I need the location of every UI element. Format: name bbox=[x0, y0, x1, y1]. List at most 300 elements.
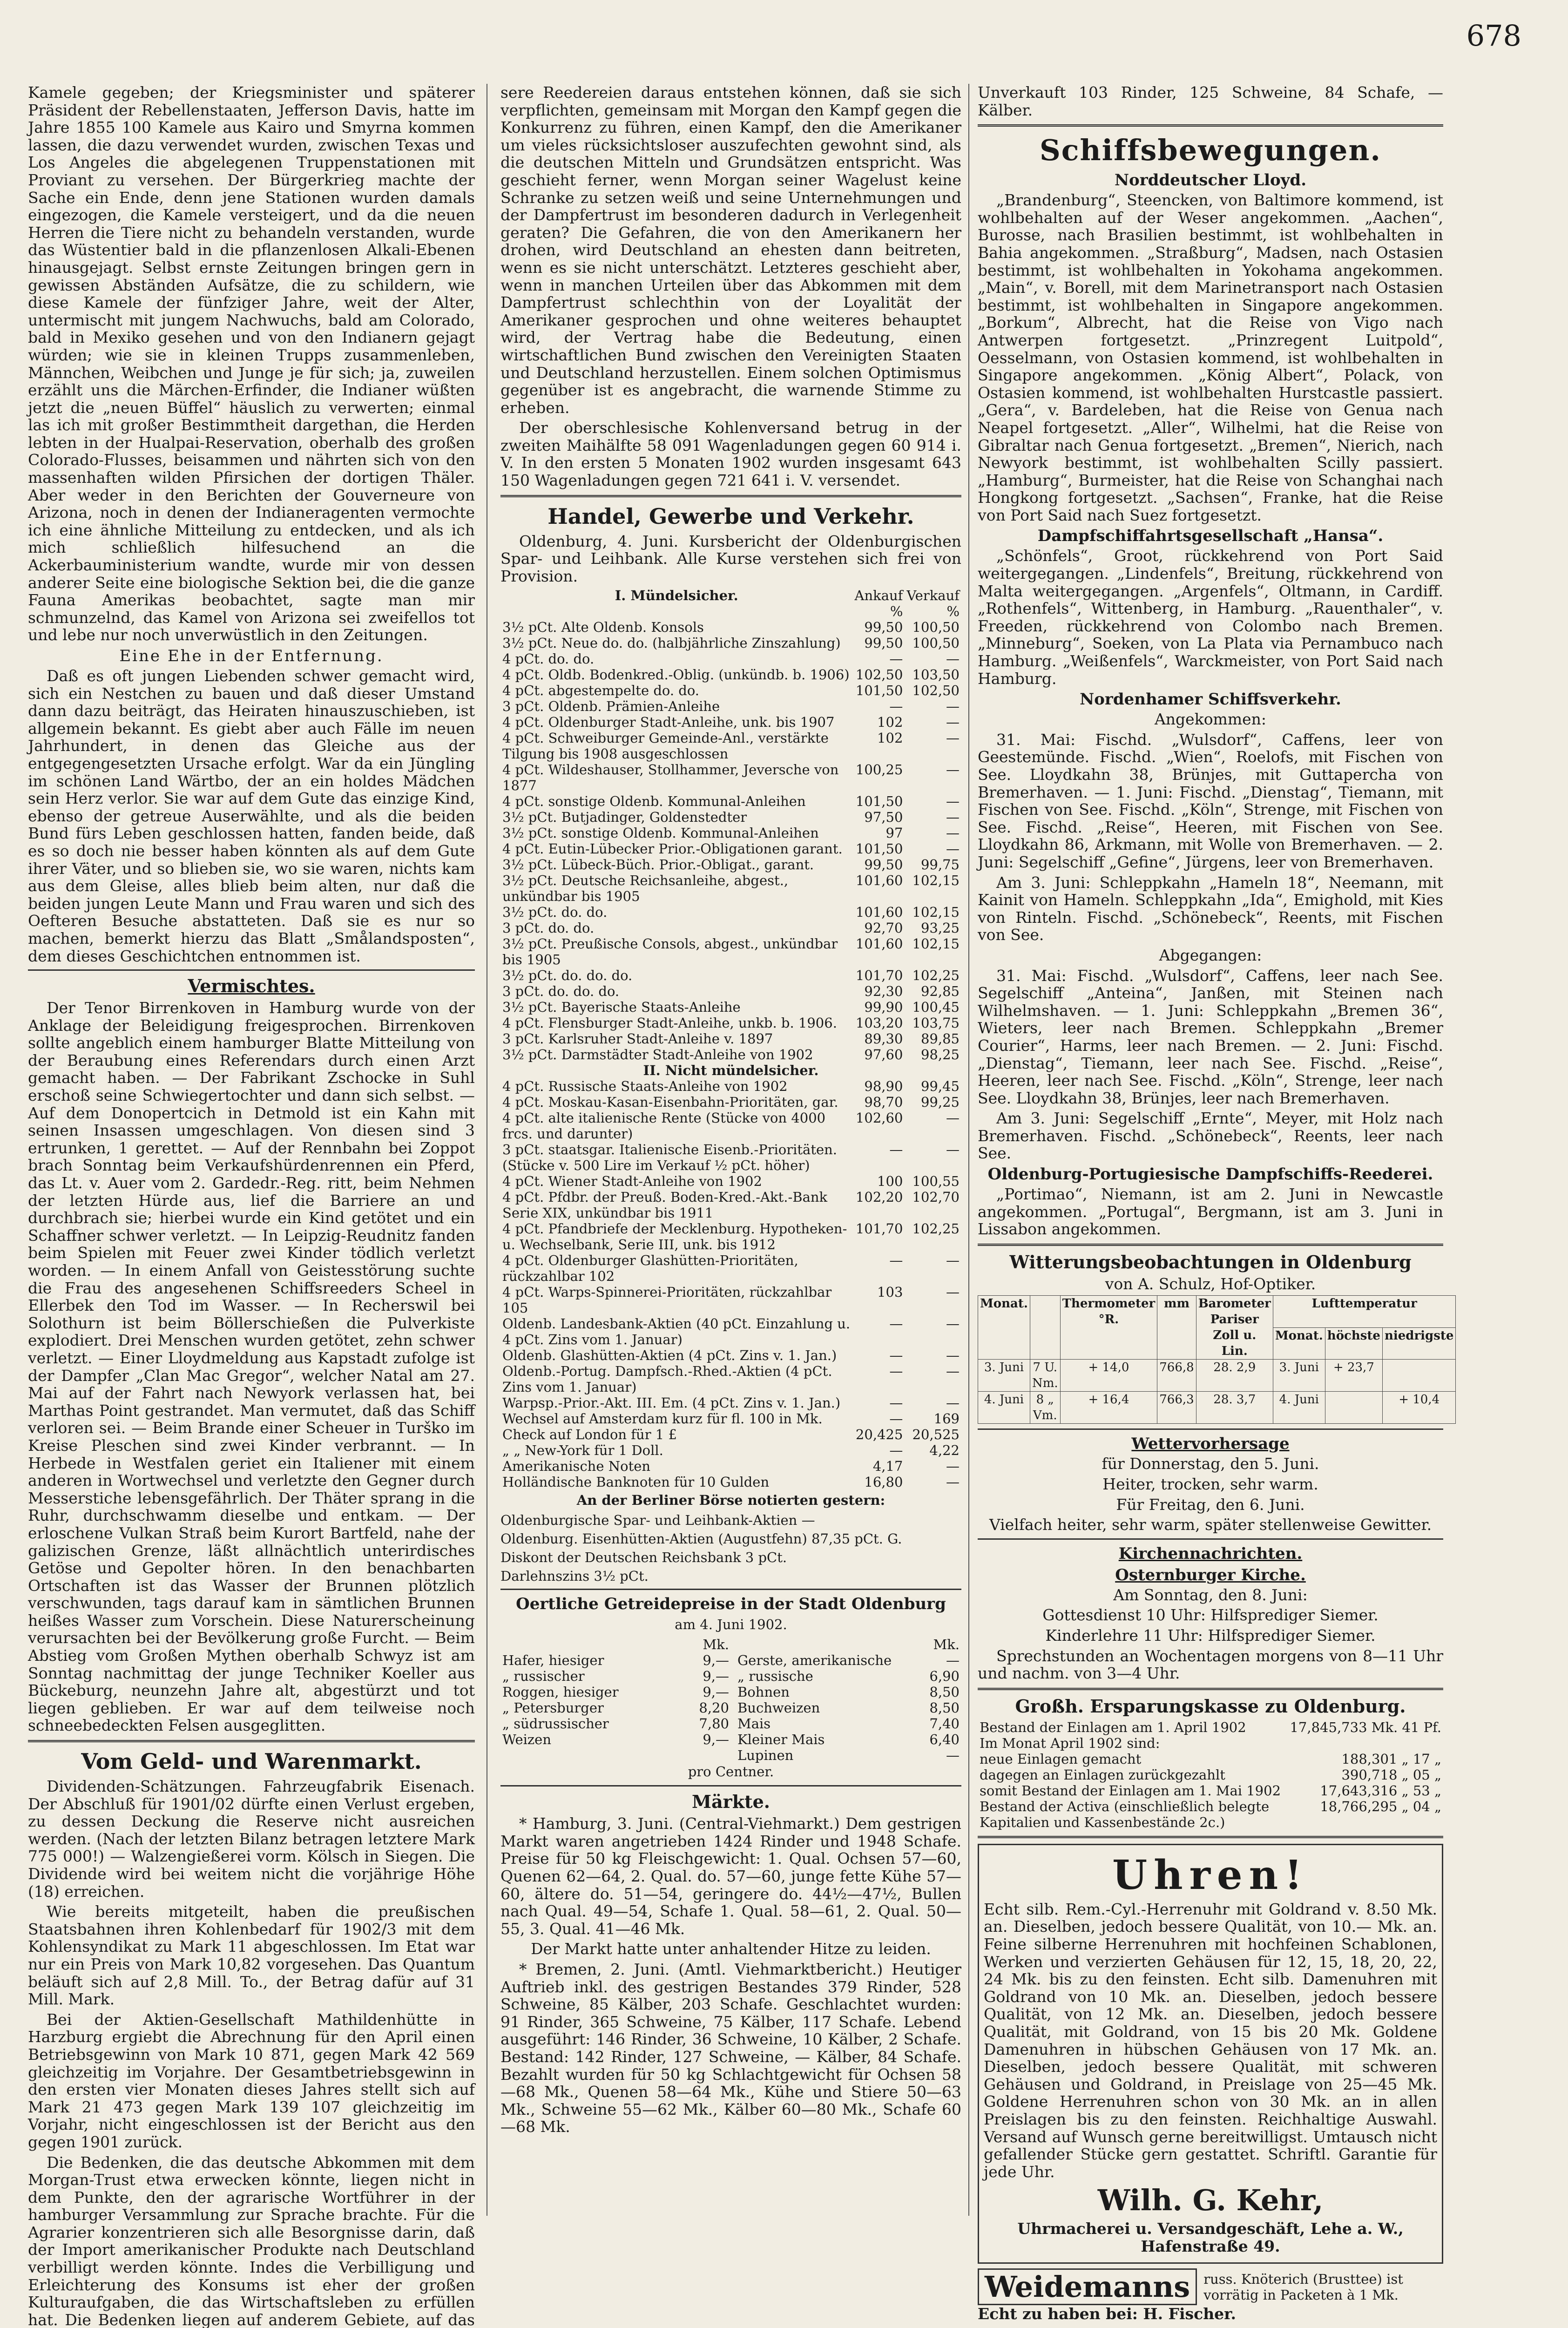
berlin-title: An der Berliner Börse notierten gestern: bbox=[500, 1492, 961, 1509]
kurs-name: 4 pCt. Flensburger Stadt-Anleihe, unkb. b. 1906. bbox=[500, 1015, 853, 1031]
unverkauft-text: Unverkauft 103 Rinder, 125 Schweine, 84 Schafe, — Kälber. bbox=[978, 84, 1443, 119]
getreide-unit: Mk. bbox=[922, 1637, 961, 1652]
getreide-price: 7,80 bbox=[680, 1716, 731, 1732]
kurs-verkauf: 99,75 bbox=[905, 857, 961, 873]
kurs-verkauf: 102,50 bbox=[905, 683, 961, 698]
abgeg-title: Abgegangen: bbox=[978, 947, 1443, 964]
kurs-row bbox=[500, 968, 961, 983]
kurs-row bbox=[500, 1047, 961, 1062]
kurs-verkauf: 103,50 bbox=[905, 667, 961, 683]
getreide-row bbox=[500, 1668, 731, 1684]
kurs-row bbox=[500, 1094, 961, 1110]
kurs-row bbox=[500, 1031, 961, 1047]
ehe-text: Daß es oft jungen Liebenden schwer gemacht wird, sich ein Nestchen zu bauen und daß dieser Umstand dann dazu beiträgt, das Heiraten hinauszuschieben, ist allgemein bekannt. Es giebt aber auch Fälle im neuen Jahrhundert, in denen das Gleiche aus der entgegengesetzten Ursache erfolgt. War da ein Jüngling im schönen Land Wärtbo, der an ein holdes Mädchen sein Herz verlor. Sie war auf dem Gute das einzige Kind, ebenso der getreue Auserwählte, und als die beiden Bund fürs Leben geschlossen hatten, fanden beide, daß es so doch nie besser haben könnten als auf dem Gute ihrer Väter, und so blieben sie, wo sie waren, nichts kam aus dem Gleise, alles blieb beim alten, nur daß die beiden jungen Leute Mann und Frau waren und sich des Oefteren Besuche abstatteten. Daß sie es nur so machen, bemerkt hierzu das Blatt „Smålandsposten“, dem dieses Geschichtchen entnommen ist. bbox=[28, 667, 475, 965]
kurs-row bbox=[500, 1442, 961, 1458]
spar-row bbox=[978, 1751, 1443, 1767]
kurs-row bbox=[500, 1015, 961, 1031]
kehr-name: Wilh. G. Kehr, bbox=[984, 2183, 1437, 2217]
kurs-row bbox=[500, 762, 961, 793]
vorhersage-line: für Donnerstag, den 5. Juni. bbox=[978, 1455, 1443, 1473]
berlin-row: Oldenburgische Spar- und Leihbank-Aktien — bbox=[500, 1512, 961, 1528]
geld-text: Die Bedenken, die das deutsche Abkommen mit dem Morgan-Trust etwa erwecken könnte, liegen nicht in dem Punkte, den der agrarische Wortführer in der hamburger Versammlung zur Sprache brachte. Für die Agrarier konzentrieren sich alle Besorgnisse darin, daß der Import amerikanischer Produkte nach Deutschland verbilligt werden könnte. Indes die Verbilligung und Erleichterung des Konsums ist eher der großen Kulturaufgaben, die das Wirtschaftsleben zu erfüllen hat. Die Bedenken liegen auf anderem Gebiete, auf das bbox=[28, 2154, 475, 2328]
wetter-cell: 766,8 bbox=[1157, 1360, 1196, 1392]
getreide-foot: pro Centner. bbox=[500, 1763, 961, 1781]
kurs-ankauf: 102,20 bbox=[853, 1189, 905, 1221]
divider bbox=[978, 124, 1443, 127]
getreide-row bbox=[500, 1732, 731, 1747]
kurs-row bbox=[500, 983, 961, 999]
getreide-name: Kleiner Mais bbox=[736, 1732, 922, 1747]
kurs-name: 4 pCt. Pfandbriefe der Mecklenburg. Hypotheken- u. Wechselbank, Serie III, unk. bis 1912 bbox=[500, 1221, 853, 1252]
kurs-ankauf: 101,50 bbox=[853, 683, 905, 698]
kurs-ankauf: 102 bbox=[853, 730, 905, 762]
kurs-row bbox=[500, 999, 961, 1015]
geld-text: Dividenden-Schätzungen. Fahrzeugfabrik Eisenach. Der Abschluß für 1901/02 dürfte einen Verlust ergeben, zu dessen Deckung die Reserve nicht ausreichen werden. (Nach der letzten Bilanz betragen letztere Mark 775 000!) — Walzengießerei vorm. Kölsch in Siegen. Die Dividende wird bei weitem nicht die vorjährige Höhe (18) erreichen. bbox=[28, 1778, 475, 1900]
getreide-row bbox=[500, 1716, 731, 1732]
kurs-row bbox=[500, 1221, 961, 1252]
wetter-cell bbox=[1325, 1392, 1382, 1424]
wetter-cell: 7 U. Nm. bbox=[1030, 1360, 1060, 1392]
wetter-head: Monat. bbox=[1273, 1327, 1325, 1360]
spar-label: Bestand der Einlagen am 1. April 1902 bbox=[978, 1719, 1288, 1735]
kurs-ankauf: 102,60 bbox=[853, 1110, 905, 1142]
getreide-title: Oertliche Getreidepreise in der Stadt Oldenburg bbox=[500, 1595, 961, 1613]
kurs-ankauf: — bbox=[853, 1347, 905, 1363]
kurs-verkauf: — bbox=[905, 651, 961, 667]
kurs-ankauf: 97 bbox=[853, 825, 905, 841]
berlin-row: Diskont der Deutschen Reichsbank 3 pCt. bbox=[500, 1550, 961, 1565]
kurs-name: 3½ pCt. Neue do. do. (halbjährliche Zinszahlung) bbox=[500, 635, 853, 651]
kurs-name: Oldenb.-Portug. Dampfsch.-Rhed.-Aktien (4 pCt. Zins vom 1. Januar) bbox=[500, 1363, 853, 1395]
kurs-ankauf: — bbox=[853, 1252, 905, 1284]
kurs-row bbox=[500, 920, 961, 936]
portug-text: „Portimao“, Niemann, ist am 2. Juni in Newcastle angekommen. „Portugal“, Bergmann, ist am 3. Juni in Lissabon angekommen. bbox=[978, 1185, 1443, 1238]
kurs-name: 4 pCt. Schweiburger Gemeinde-Anl., verstärkte Tilgung bis 1908 ausgeschlossen bbox=[500, 730, 853, 762]
weidemanns-advert bbox=[978, 2268, 1443, 2323]
kurs-ankauf: 98,90 bbox=[853, 1078, 905, 1094]
divider bbox=[500, 1785, 961, 1787]
kurs-row bbox=[500, 1395, 961, 1411]
spar-value: 18,766,295 „ 04 „ bbox=[1288, 1799, 1443, 1830]
getreide-name: Gerste, amerikanische bbox=[736, 1652, 922, 1668]
kurs-row bbox=[500, 1411, 961, 1427]
uhren-advert bbox=[978, 1844, 1443, 2264]
wetter-cell: + 16,4 bbox=[1060, 1392, 1157, 1424]
kurs-verkauf: — bbox=[905, 730, 961, 762]
spar-row bbox=[978, 1719, 1443, 1735]
kurs-verkauf: 99,25 bbox=[905, 1094, 961, 1110]
kurs-verkauf: — bbox=[905, 1474, 961, 1490]
kurs-ankauf: — bbox=[853, 1395, 905, 1411]
kurs-row bbox=[500, 698, 961, 714]
kurs-verkauf: — bbox=[905, 1347, 961, 1363]
kurs-verkauf: 103,75 bbox=[905, 1015, 961, 1031]
getreide-name: Hafer, hiesiger bbox=[500, 1652, 680, 1668]
kurs-name: 4 pCt. Eutin-Lübecker Prior.-Obligationen garant. bbox=[500, 841, 853, 857]
kurs-verkauf: — bbox=[905, 1110, 961, 1142]
weidemanns-name: Weidemanns bbox=[978, 2268, 1197, 2305]
kurs-verkauf: — bbox=[905, 1363, 961, 1395]
kurs-ankauf: — bbox=[853, 1316, 905, 1347]
nordenham-title: Nordenhamer Schiffsverkehr. bbox=[978, 690, 1443, 709]
kurs-name: 4 pCt. Moskau-Kasan-Eisenbahn-Prioritäten, gar. bbox=[500, 1094, 853, 1110]
getreide-price: — bbox=[922, 1652, 961, 1668]
kurs-name: 3 pCt. do. do. bbox=[500, 920, 853, 936]
kirchen-title: Kirchennachrichten. bbox=[978, 1544, 1443, 1563]
schiff-title: Schiffsbewegungen. bbox=[978, 133, 1443, 167]
divider bbox=[978, 1538, 1443, 1540]
kurs-section-2: II. Nicht mündelsicher. bbox=[500, 1062, 961, 1078]
kurs-ankauf: 101,60 bbox=[853, 936, 905, 968]
kurs-row bbox=[500, 936, 961, 968]
column-2 bbox=[500, 84, 961, 2139]
maerkte-text: * Bremen, 2. Juni. (Amtl. Viehmarktbericht.) Heutiger Auftrieb inkl. des gestrigen Bestandes 379 Rinder, 528 Schweine, 85 Kälber, 203 Schafe. Geschlachtet wurden: 91 Rinder, 365 Schweine, 75 Kälber, 117 Schafe. Lebend ausgeführt: 146 Rinder, 36 Schweine, 10 Kälber, 2 Schafe. Bestand: 142 Rinder, 127 Schweine, — Kälber, 84 Schafe. Bezahlt wurden für 50 kg Schlachtgewicht für Ochsen 58—68 Mk., Quenen 58—64 Mk., Kühe und Stiere 50—63 Mk., Schweine 55—62 Mk., Kälber 60—80 Mk., Schafe 60—68 Mk. bbox=[500, 1961, 961, 2136]
kurs-verkauf: — bbox=[905, 1395, 961, 1411]
divider bbox=[978, 1688, 1443, 1690]
column-1 bbox=[28, 84, 475, 2328]
kurs-verkauf: — bbox=[905, 809, 961, 825]
getreide-name: „ Petersburger bbox=[500, 1700, 680, 1716]
kurs-rows-1 bbox=[500, 619, 961, 1062]
getreide-price: 6,90 bbox=[922, 1668, 961, 1684]
getreide-row bbox=[736, 1716, 961, 1732]
kurs-name: 3½ pCt. sonstige Oldenb. Kommunal-Anleihen bbox=[500, 825, 853, 841]
kurs-ankauf: 100 bbox=[853, 1173, 905, 1189]
kurs-verkauf: 89,85 bbox=[905, 1031, 961, 1047]
kurs-verkauf: — bbox=[905, 793, 961, 809]
getreide-price: 6,40 bbox=[922, 1732, 961, 1747]
kurs-row bbox=[500, 1363, 961, 1395]
kurs-name: „ „ New-York für 1 Doll. bbox=[500, 1442, 853, 1458]
kurs-verkauf: 92,85 bbox=[905, 983, 961, 999]
oster-title: Osternburger Kirche. bbox=[978, 1566, 1443, 1584]
kurs-ankauf: 101,60 bbox=[853, 904, 905, 920]
kurs-name: 3 pCt. Karlsruher Stadt-Anleihe v. 1897 bbox=[500, 1031, 853, 1047]
getreide-name: „ südrussischer bbox=[500, 1716, 680, 1732]
column-3 bbox=[978, 84, 1443, 2326]
kurs-verkauf: 98,25 bbox=[905, 1047, 961, 1062]
kirchen-line: Sprechstunden an Wochentagen morgens von 8—11 Uhr und nachm. von 3—4 Uhr. bbox=[978, 1647, 1443, 1682]
getreide-row bbox=[500, 1700, 731, 1716]
kurs-name: Amerikanische Noten bbox=[500, 1458, 853, 1474]
wetter-cell: 3. Juni bbox=[1273, 1360, 1325, 1392]
kurs-verkauf: 100,50 bbox=[905, 619, 961, 635]
spar-label: Bestand der Activa (einschließlich belegte Kapitalien und Kassenbestände 2c.) bbox=[978, 1799, 1288, 1830]
wetter-head: mm bbox=[1157, 1296, 1196, 1360]
kurs-row bbox=[500, 651, 961, 667]
abgeg-text: 31. Mai: Fischd. „Wulsdorf“, Caffens, leer nach See. Segelschiff „Anteina“, Janßen, mit Steinen nach Wilhelmshaven. — 1. Juni: Schleppkahn „Bremen 36“, Wieters, leer nach Bremen. Schleppkahn „Bremer Courier“, Harms, leer nach Bremen. — 2. Juni: Fischd. „Dienstag“, Tiemann, leer nach See. Fischd. „Reise“, Heeren, leer nach See. Fischd. „Köln“, Strenge, leer nach See. Lloydkahn 38, Brünjes, leer nach Bremerhaven. bbox=[978, 967, 1443, 1107]
getreide-price: 8,20 bbox=[680, 1700, 731, 1716]
kurs-row bbox=[500, 1173, 961, 1189]
kurs-name: 4 pCt. Wildeshauser, Stollhammer, Jeversche von 1877 bbox=[500, 762, 853, 793]
getreide-price: 9,— bbox=[680, 1732, 731, 1747]
kurs-name: Holländische Banknoten für 10 Gulden bbox=[500, 1474, 853, 1490]
wetter-sub: von A. Schulz, Hof-Optiker. bbox=[978, 1275, 1443, 1293]
kurs-name: 3½ pCt. Bayerische Staats-Anleihe bbox=[500, 999, 853, 1015]
divider bbox=[978, 1836, 1443, 1838]
wetter-head: Thermometer °R. bbox=[1060, 1296, 1157, 1360]
kurs-row bbox=[500, 1474, 961, 1490]
vorhersage-line: Heiter, trocken, sehr warm. bbox=[978, 1475, 1443, 1493]
kurs-ankauf: 97,50 bbox=[853, 809, 905, 825]
kurs-name: 3½ pCt. do. do. bbox=[500, 904, 853, 920]
wetter-cell: + 23,7 bbox=[1325, 1360, 1382, 1392]
kurs-ankauf: 99,90 bbox=[853, 999, 905, 1015]
getreide-row bbox=[736, 1668, 961, 1684]
divider bbox=[978, 1428, 1443, 1430]
maerkte-text: Der Markt hatte unter anhaltender Hitze zu leiden. bbox=[500, 1940, 961, 1958]
kurs-ankauf: 102 bbox=[853, 714, 905, 730]
kurs-ankauf: 16,80 bbox=[853, 1474, 905, 1490]
kurs-ankauf: 20,425 bbox=[853, 1427, 905, 1442]
lloyd-title: Norddeutscher Lloyd. bbox=[978, 171, 1443, 189]
kurs-row bbox=[500, 1110, 961, 1142]
getreide-row bbox=[500, 1684, 731, 1700]
kurs-verkauf: 99,45 bbox=[905, 1078, 961, 1094]
hansa-title: Dampfschiffahrtsgesellschaft „Hansa“. bbox=[978, 527, 1443, 545]
spar-value: 390,718 „ 05 „ bbox=[1288, 1767, 1443, 1783]
kurs-verkauf: 102,25 bbox=[905, 1221, 961, 1252]
kurs-name: 4 pCt. Oldenburger Stadt-Anleihe, unk. bis 1907 bbox=[500, 714, 853, 730]
kurs-name: 3 pCt. do. do. do. bbox=[500, 983, 853, 999]
getreide-price: 8,50 bbox=[922, 1700, 961, 1716]
spar-label: Im Monat April 1902 sind: bbox=[978, 1735, 1288, 1751]
kurs-verkauf: — bbox=[905, 1316, 961, 1347]
wetter-cell: 4. Juni bbox=[1273, 1392, 1325, 1424]
kurs-row bbox=[500, 841, 961, 857]
spar-value: 17,643,316 „ 53 „ bbox=[1288, 1783, 1443, 1799]
wetter-cell: + 14,0 bbox=[1060, 1360, 1157, 1392]
getreide-date: am 4. Juni 1902. bbox=[500, 1616, 961, 1634]
wetter-cell: 3. Juni bbox=[978, 1360, 1030, 1392]
kurs-name: 4 pCt. Russische Staats-Anleihe von 1902 bbox=[500, 1078, 853, 1094]
kurs-ankauf: 99,50 bbox=[853, 857, 905, 873]
vermischtes-title: Vermischtes. bbox=[28, 975, 475, 996]
kurs-name: 4 pCt. Wiener Stadt-Anleihe von 1902 bbox=[500, 1173, 853, 1189]
kurs-ankauf: — bbox=[853, 698, 905, 714]
kurs-verkauf: 102,15 bbox=[905, 873, 961, 904]
getreide-price: 9,— bbox=[680, 1668, 731, 1684]
kurs-ankauf: 102,50 bbox=[853, 667, 905, 683]
wetter-head: niedrigste bbox=[1382, 1327, 1455, 1360]
kurs-ankauf: 92,30 bbox=[853, 983, 905, 999]
kurs-row bbox=[500, 1427, 961, 1442]
kurs-ankauf: 100,25 bbox=[853, 762, 905, 793]
kurs-name: 3½ pCt. Lübeck-Büch. Prior.-Obligat., garant. bbox=[500, 857, 853, 873]
spar-title: Großh. Ersparungskasse zu Oldenburg. bbox=[978, 1696, 1443, 1717]
wetter-row bbox=[978, 1392, 1456, 1424]
kurs-section-1: I. Mündelsicher. bbox=[500, 588, 853, 603]
kurs-verkauf: 102,70 bbox=[905, 1189, 961, 1221]
wetter-head bbox=[1030, 1296, 1060, 1360]
getreide-name: Mais bbox=[736, 1716, 922, 1732]
kurs-verkauf: 102,15 bbox=[905, 904, 961, 920]
getreide-unit: Mk. bbox=[680, 1637, 731, 1652]
vermischtes-text: Der Tenor Birrenkoven in Hamburg wurde von der Anklage der Beleidigung freigesprochen. Birrenkoven sollte angeblich einem hamburger Blatte Mitteilung von der Beraubung eines Referendars durch einen Arzt gemacht haben. — Der Fabrikant Zschocke in Suhl erschoß seine Schwiegertochter und dann sich selbst. — Auf dem Donopertcich in Detmold ist ein Kahn mit seinen Insassen umgeschlagen. Von diesen sind 3 ertrunken, 1 gerettet. — Auf der Rennbahn bei Zoppot brach Sonntag beim Verkaufshürdenrennen ein Pferd, das Lt. v. Auer vom 2. Gardedr.-Reg. ritt, beim Nehmen der letzten Hürde aus, lief die Barriere an und durchbrach sie; hierbei wurde ein Kind getötet und ein Schaffner schwer verletzt. — In Leipzig-Reudnitz fanden beim Spielen mit Feuer zwei Kinder tödlich verletzt worden. — In einem Anfall von Geistesstörung suchte die Frau des angesehenen Schiffsreeders Scheel in Ellerbek den Tod im Wasser. — In Recherswil bei Solothurn ist beim Böllerschießen die Pulverkiste explodiert. Drei Menschen wurden getötet, zehn schwer verletzt. — Einer Lloydmeldung aus Kapstadt zufolge ist der Dampfer „Clan Mac Gregor“, welcher Natal am 27. Mai auf der Fahrt nach Newyork verlassen hat, bei Marthas Point gestrandet. Man vermutet, daß das Schiff verloren sei. — Beim Brande einer Scheuer in Turško im Kreise Pleschen sind zwei Kinder verbrannt. — In Herbede in Westfalen geriet ein Italiener mit einem anderen in Wortwechsel und verletzte den Gegner durch Messerstiche lebensgefährlich. Der Thäter sprang in die Ruhr, durchschwamm dieselbe und entkam. — Der erloschene Vulkan Straß beim Kurort Bartfeld, nahe der galizischen Grenze, läßt allnächtlich unterirdisches Getöse und Gepolter hören. In den benachbarten Ortschaften ist das Wasser der Brunnen plötzlich verschwunden, tags darauf kam in sämtlichen Brunnen heißes Wasser zum Vorschein. Diese Naturerscheinung verursachten bei der Bevölkerung große Furcht. — Beim Abstieg vom Großen Mythen oberhalb Schwyz ist am Sonntag nachmittag der junge Techniker Koeller aus Bückeburg, neunzehn Jahre alt, abgestürzt und tot liegen geblieben. Er war auf dem teilweise noch schneebedeckten Felsen ausgeglitten. bbox=[28, 999, 475, 1734]
kurs-name: 3 pCt. staatsgar. Italienische Eisenb.-Prioritäten. (Stücke v. 500 Lire im Verkauf ½ pCt. höher) bbox=[500, 1142, 853, 1173]
kurs-row bbox=[500, 714, 961, 730]
getreide-name: Bohnen bbox=[736, 1684, 922, 1700]
kurs-row bbox=[500, 857, 961, 873]
spar-row bbox=[978, 1799, 1443, 1830]
kurs-name: 3½ pCt. Alte Oldenb. Konsols bbox=[500, 619, 853, 635]
angek-title: Angekommen: bbox=[978, 711, 1443, 728]
kurs-row bbox=[500, 873, 961, 904]
kurs-ankauf: 4,17 bbox=[853, 1458, 905, 1474]
getreide-name: Lupinen bbox=[736, 1747, 922, 1763]
handel-title: Handel, Gewerbe und Verkehr. bbox=[500, 504, 961, 529]
kurs-name: Warpsp.-Prior.-Akt. III. Em. (4 pCt. Zins v. 1. Jan.) bbox=[500, 1395, 853, 1411]
vorhersage-line: Für Freitag, den 6. Juni. bbox=[978, 1496, 1443, 1514]
kurs-name: 4 pCt. sonstige Oldenb. Kommunal-Anleihen bbox=[500, 793, 853, 809]
kurs-verkauf: 93,25 bbox=[905, 920, 961, 936]
getreide-name: Buchweizen bbox=[736, 1700, 922, 1716]
kurs-name: 3½ pCt. Butjadinger, Goldenstedter bbox=[500, 809, 853, 825]
getreide-row bbox=[736, 1700, 961, 1716]
kurs-verkauf: — bbox=[905, 762, 961, 793]
kurs-row bbox=[500, 1458, 961, 1474]
getreide-table bbox=[500, 1637, 961, 1763]
kurs-verkauf: 100,50 bbox=[905, 635, 961, 651]
wetter-cell: 28. 3,7 bbox=[1196, 1392, 1273, 1424]
maerkte-title: Märkte. bbox=[500, 1791, 961, 1812]
kurs-row bbox=[500, 1347, 961, 1363]
wetter-table bbox=[978, 1295, 1456, 1424]
kurs-name: 4 pCt. Warps-Spinnerei-Prioritäten, rückzahlbar 105 bbox=[500, 1284, 853, 1316]
wetter-cell: 766,3 bbox=[1157, 1392, 1196, 1424]
kirchen-line: Kinderlehre 11 Uhr: Hilfsprediger Siemer. bbox=[978, 1627, 1443, 1644]
wetter-head: höchste bbox=[1325, 1327, 1382, 1360]
kehr-address: Uhrmacherei u. Versandgeschäft, Lehe a. W., Hafenstraße 49. bbox=[984, 2220, 1437, 2255]
kurs-verkauf: 102,25 bbox=[905, 968, 961, 983]
geld-title: Vom Geld- und Warenmarkt. bbox=[28, 1749, 475, 1774]
kurs-ankauf: 101,50 bbox=[853, 793, 905, 809]
kurs-row bbox=[500, 1252, 961, 1284]
kurs-name: 3½ pCt. Preußische Consols, abgest., unkündbar bis 1905 bbox=[500, 936, 853, 968]
kurs-row bbox=[500, 667, 961, 683]
wetter-cell: 8 „ Vm. bbox=[1030, 1392, 1060, 1424]
kurs-row bbox=[500, 1189, 961, 1221]
kurs-row bbox=[500, 683, 961, 698]
lloyd-text: „Brandenburg“, Steencken, von Baltimore kommend, ist wohlbehalten auf der Weser angekommen. „Aachen“, Burosse, nach Brasilien bestimmt, ist wohlbehalten in Bahia angekommen. „Straßburg“, Madsen, nach Ostasien bestimmt, ist wohlbehalten in Yokohama angekommen. „Main“, v. Borell, mit dem Marinetransport nach Ostasien bestimmt, ist wohlbehalten in Singapore angekommen. „Borkum“, Albrecht, hat die Reise von Vigo nach Antwerpen fortgesetzt. „Prinzregent Luitpold“, Oesselmann, von Ostasien kommend, ist wohlbehalten in Singapore angekommen. „König Albert“, Polack, von Ostasien kommend, ist wohlbehalten Hurstcastle passiert. „Gera“, v. Bardeleben, hat die Reise von Genua nach Neapel fortgesetzt. „Aller“, Wilhelmi, hat die Reise von Gibraltar nach Genua fortgesetzt. „Bremen“, Nierich, nach Newyork bestimmt, ist wohlbehalten Scilly passiert. „Hamburg“, Burmeister, hat die Reise von Schanghai nach Hongkong fortgesetzt. „Sachsen“, Franke, hat die Reise von Port Said nach Suez fortgesetzt. bbox=[978, 191, 1443, 524]
kurs-name: 3½ pCt. do. do. do. bbox=[500, 968, 853, 983]
wetter-cell bbox=[1382, 1360, 1455, 1392]
spar-label: somit Bestand der Einlagen am 1. Mai 1902 bbox=[978, 1783, 1288, 1799]
morgan-continued: sere Reedereien daraus entstehen können, daß sie sich verpflichten, gemeinsam mit Morgan den Kampf gegen die Konkurrenz zu führen, einen Kampf, den die Amerikaner um vieles rücksichtsloser auszufechten gewohnt sind, als die deutschen Mitteln und Grundsätzen entspricht. Was geschieht ferner, wenn Morgan seiner Wagelust keine Schranke zu setzen weiß und seine Unternehmungen und der Dampfertrust im besonderen dadurch in Verlegenheit geraten? Die Gefahren, die von den Amerikanern her drohen, wird Deutschland an ehesten dann beitreten, wenn es sie nicht unterschätzt. Letzteres geschieht aber, wenn in manchen Urteilen über das Abkommen mit dem Dampfertrust schlechthin von der Loyalität der Amerikaner gesprochen und ohne weiteres behauptet wird, der Vertrag habe die Bedeutung, einen wirtschaftlichen Bund zwischen den Vereinigten Staaten und Deutschland herzustellen. Einem solchen Optimismus gegenüber ist es angebracht, die warnende Stimme zu erheben. bbox=[500, 84, 961, 416]
kurs-verkauf: — bbox=[905, 714, 961, 730]
kurs-row bbox=[500, 904, 961, 920]
kurs-name: Oldenb. Glashütten-Aktien (4 pCt. Zins v. 1. Jan.) bbox=[500, 1347, 853, 1363]
divider bbox=[978, 1244, 1443, 1246]
getreide-row bbox=[736, 1732, 961, 1747]
weidemanns-text: russ. Knöterich (Brusttee) ist vorrätig in Packeten à 1 Mk. bbox=[1203, 2271, 1443, 2303]
kurs-row bbox=[500, 1142, 961, 1173]
spar-value: 17,845,733 Mk. 41 Pf. bbox=[1288, 1719, 1443, 1735]
kurs-ankauf: — bbox=[853, 651, 905, 667]
kurs-ankauf: — bbox=[853, 1142, 905, 1173]
kurs-name: 4 pCt. Oldenburger Glashütten-Prioritäten, rückzahlbar 102 bbox=[500, 1252, 853, 1284]
getreide-price: 9,— bbox=[680, 1652, 731, 1668]
kurs-ankauf: 101,70 bbox=[853, 1221, 905, 1252]
kurs-ankauf: — bbox=[853, 1442, 905, 1458]
kurs-unit: % bbox=[905, 603, 961, 619]
page-number: 678 bbox=[1467, 19, 1521, 53]
uhren-text: Echt silb. Rem.-Cyl.-Herrenuhr mit Goldrand v. 8.50 Mk. an. Dieselben, jedoch bessere Qualität, von 10.— Mk. an. Feine silberne Herrenuhren mit hochfeinen Schablonen, Werken und verzierten Gehäusen für 12, 15, 18, 20, 22, 24 Mk. bis zu den feinsten. Echt silb. Damenuhren mit Goldrand von 10 Mk. an. Dieselben, jedoch bessere Qualität, von 12 Mk. an. Dieselben, jedoch bessere Qualität, mit Goldrand, von 15 bis 20 Mk. Goldene Damenuhren in hübschen Gehäusen von 17 Mk. an. Dieselben, jedoch bessere Qualität, mit schweren Gehäusen und Goldrand, in Preislage von 25—45 Mk. Goldene Herrenuhren schon von 30 Mk. an in allen Preislagen bis zu den feinsten. Reichhaltige Auswahl. Versand auf Wunsch gerne bereitwilligst. Umtausch nicht gefallender Stücke gern gestattet. Schriftl. Garantie für jede Uhr. bbox=[984, 1901, 1437, 2181]
spar-value bbox=[1288, 1735, 1443, 1751]
kurs-ankauf: 98,70 bbox=[853, 1094, 905, 1110]
ehe-title: Eine Ehe in der Entfernung. bbox=[28, 647, 475, 665]
kurs-ankauf: 89,30 bbox=[853, 1031, 905, 1047]
getreide-row bbox=[736, 1747, 961, 1763]
spar-row bbox=[978, 1783, 1443, 1799]
kurs-verkauf: — bbox=[905, 1142, 961, 1173]
kurs-name: 4 pCt. Pfdbr. der Preuß. Boden-Kred.-Akt.-Bank Serie XIX, unkündbar bis 1911 bbox=[500, 1189, 853, 1221]
getreide-row bbox=[500, 1652, 731, 1668]
angek-text: 31. Mai: Fischd. „Wulsdorf“, Caffens, leer von Geestemünde. Fischd. „Wien“, Roelofs, mit Fischen von See. Lloydkahn 38, Brünjes, mit Guttapercha von Bremerhaven. — 1. Juni: Fischd. „Dienstag“, Tiemann, mit Fischen von See. Fischd. „Köln“, Strenge, mit Fischen von See. Fischd. „Reise“, Heeren, mit Fischen von See. Lloydkahn 86, Arkmann, mit Wolle von Bremerhaven. — 2. Juni: Segelschiff „Gefine“, Jürgens, leer von Bremerhaven. bbox=[978, 731, 1443, 871]
getreide-price: 9,— bbox=[680, 1684, 731, 1700]
getreide-price: 7,40 bbox=[922, 1716, 961, 1732]
kurs-verkauf: 4,22 bbox=[905, 1442, 961, 1458]
kurs-rows-2 bbox=[500, 1078, 961, 1490]
divider bbox=[28, 969, 475, 971]
kurs-ankauf: 101,70 bbox=[853, 968, 905, 983]
kurs-unit: % bbox=[853, 603, 905, 619]
column-divider bbox=[968, 84, 969, 2216]
wetter-row bbox=[978, 1360, 1456, 1392]
kirchen-line: Gottesdienst 10 Uhr: Hilfsprediger Siemer. bbox=[978, 1606, 1443, 1624]
kurs-name: 4 pCt. abgestempelte do. do. bbox=[500, 683, 853, 698]
vorhersage-title: Wettervorhersage bbox=[978, 1435, 1443, 1453]
kurs-ankauf: 101,60 bbox=[853, 873, 905, 904]
getreide-row bbox=[736, 1684, 961, 1700]
spar-row bbox=[978, 1767, 1443, 1783]
kurs-verkauf: — bbox=[905, 841, 961, 857]
kurs-verkauf: 169 bbox=[905, 1411, 961, 1427]
divider bbox=[28, 1740, 475, 1742]
kurs-ankauf: 103 bbox=[853, 1284, 905, 1316]
kurs-name: 4 pCt. alte italienische Rente (Stücke von 4000 frcs. und darunter) bbox=[500, 1110, 853, 1142]
wetter-rows bbox=[978, 1360, 1456, 1424]
kurs-name: 4 pCt. Oldb. Bodenkred.-Oblig. (unkündb. b. 1906) bbox=[500, 667, 853, 683]
spar-label: dagegen an Einlagen zurückgezahlt bbox=[978, 1767, 1288, 1783]
spar-table bbox=[978, 1719, 1443, 1830]
kurs-ankauf: 99,50 bbox=[853, 619, 905, 635]
kurs-row bbox=[500, 825, 961, 841]
kurs-name: 3½ pCt. Deutsche Reichsanleihe, abgest., unkündbar bis 1905 bbox=[500, 873, 853, 904]
geld-text: Wie bereits mitgeteilt, haben die preußischen Staatsbahnen ihren Kohlenbedarf für 1902/3 mit dem Kohlensyndikat zu Mark 11 abgeschlossen. Im Etat war nur ein Preis von Mark 10,82 vorgesehen. Das Quantum beläuft sich auf 2,8 Mill. To., der Betrag dafür auf 31 Mill. Mark. bbox=[28, 1903, 475, 2008]
kurs-verkauf: — bbox=[905, 698, 961, 714]
spar-value: 188,301 „ 17 „ bbox=[1288, 1751, 1443, 1767]
getreide-name: Weizen bbox=[500, 1732, 680, 1747]
kurs-ankauf: 92,70 bbox=[853, 920, 905, 936]
kurs-verkauf: 102,15 bbox=[905, 936, 961, 968]
kohle-text: Der oberschlesische Kohlenversand betrug in der zweiten Maihälfte 58 091 Wagenladungen gegen 60 914 i. V. In den ersten 5 Monaten 1902 wurden insgesamt 643 150 Wagenladungen gegen 721 641 i. V. versendet. bbox=[500, 419, 961, 489]
kurs-ankauf: — bbox=[853, 1363, 905, 1395]
getreide-price: 8,50 bbox=[922, 1684, 961, 1700]
wetter-group: Lufttemperatur bbox=[1273, 1296, 1456, 1328]
kurs-ankauf: 99,50 bbox=[853, 635, 905, 651]
kirchen-line: Am Sonntag, den 8. Juni: bbox=[978, 1586, 1443, 1604]
kurs-row bbox=[500, 635, 961, 651]
kurs-table bbox=[500, 588, 961, 1490]
portug-title: Oldenburg-Portugiesische Dampfschiffs-Reederei. bbox=[978, 1165, 1443, 1184]
berlin-row: Oldenburg. Eisenhütten-Aktien (Augustfehn) 87,35 pCt. G. bbox=[500, 1531, 961, 1547]
kurs-row bbox=[500, 793, 961, 809]
kurs-verkauf: 100,55 bbox=[905, 1173, 961, 1189]
kurs-verkauf: — bbox=[905, 1252, 961, 1284]
wetter-head: Barometer Pariser Zoll u. Lin. bbox=[1196, 1296, 1273, 1360]
kurs-head-verkauf: Verkauf bbox=[905, 588, 961, 603]
